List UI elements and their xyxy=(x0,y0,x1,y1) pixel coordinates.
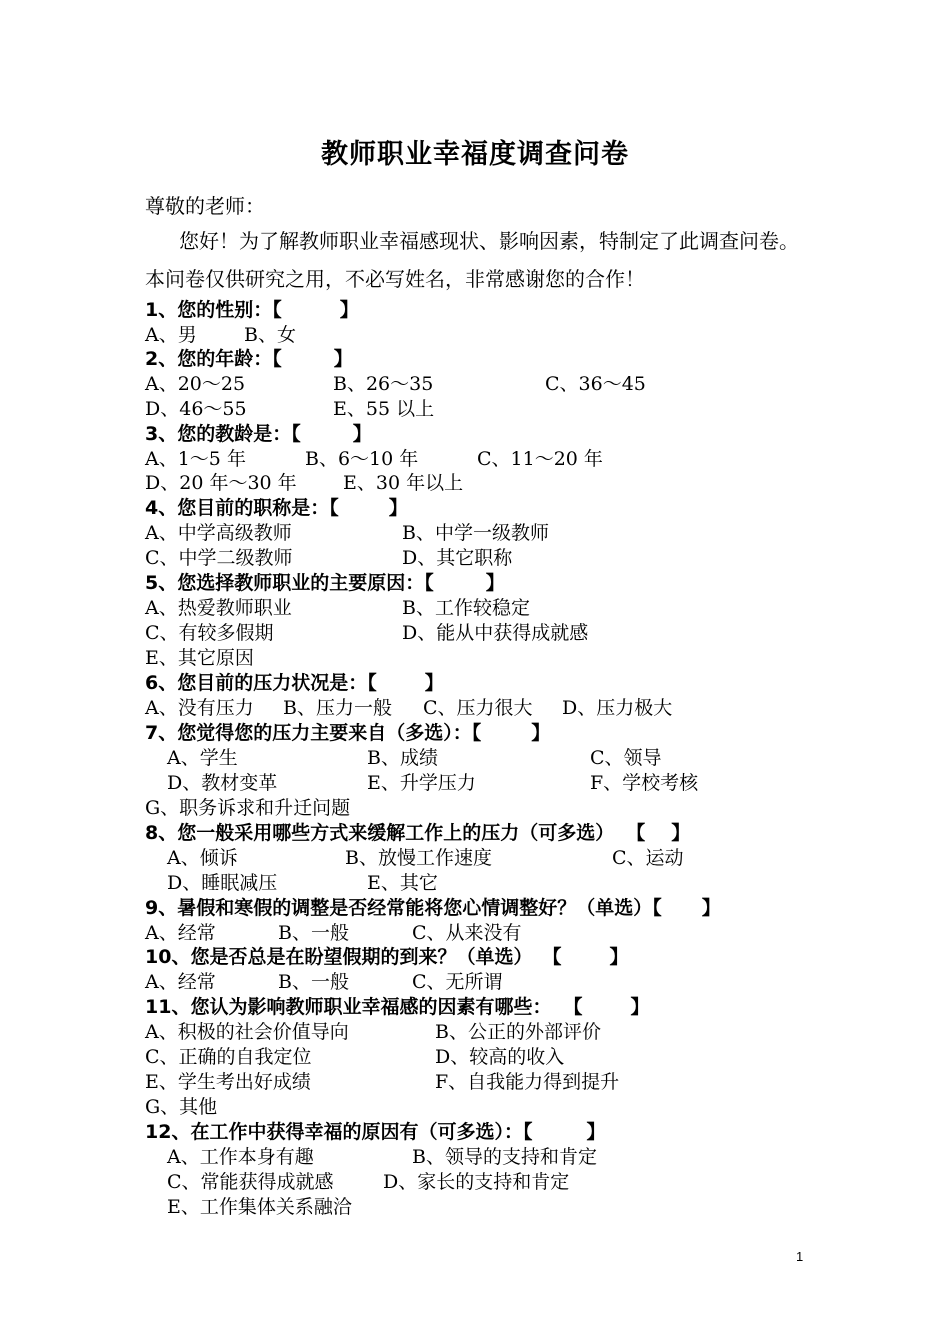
answer-bracket-close: 】 xyxy=(609,946,629,968)
option: C、从来没有 xyxy=(412,922,522,944)
answer-bracket-open: 【 xyxy=(652,897,662,919)
option: B、公正的外部评价 xyxy=(435,1021,601,1043)
question-5 xyxy=(145,571,505,596)
question-10 xyxy=(145,945,629,970)
option: C、无所谓 xyxy=(412,971,503,993)
answer-bracket-close: 】 xyxy=(586,1121,606,1143)
answer-bracket-open: 【 xyxy=(272,348,282,370)
question-text: 您目前的职称是： xyxy=(177,497,330,519)
page-number: 1 xyxy=(796,1249,804,1264)
option: E、其它原因 xyxy=(145,647,254,669)
question-number: 11、 xyxy=(145,996,191,1018)
answer-bracket-open: 【 xyxy=(626,822,646,844)
question-8 xyxy=(145,821,690,846)
option: G、其他 xyxy=(145,1096,218,1118)
question-number: 7、 xyxy=(145,722,178,744)
option: D、20 年～30 年 xyxy=(145,472,297,494)
option: A、没有压力 xyxy=(145,697,254,719)
option: E、55 以上 xyxy=(333,398,435,420)
answer-bracket-close: 】 xyxy=(531,722,551,744)
option: E、升学压力 xyxy=(367,772,476,794)
answer-bracket-open: 【 xyxy=(291,423,301,445)
option: F、自我能力得到提升 xyxy=(435,1071,620,1093)
option: D、较高的收入 xyxy=(435,1046,565,1068)
option: B、6～10 年 xyxy=(305,448,419,470)
option: A、积极的社会价值导向 xyxy=(145,1021,349,1043)
answer-bracket-open: 【 xyxy=(424,572,434,594)
question-text: 您一般采用哪些方式来缓解工作上的压力（可多选） xyxy=(177,822,615,844)
question-text: 在工作中获得幸福的原因有（可多选）： xyxy=(190,1121,523,1143)
option: C、36～45 xyxy=(545,373,646,395)
option: B、放慢工作速度 xyxy=(345,847,492,869)
question-number: 1、 xyxy=(145,299,178,321)
question-4 xyxy=(145,496,408,521)
option: C、11～20 年 xyxy=(477,448,603,470)
option: A、经常 xyxy=(145,971,216,993)
question-text: 您选择教师职业的主要原因： xyxy=(177,572,425,594)
option: D、家长的支持和肯定 xyxy=(383,1171,570,1193)
question-number: 3、 xyxy=(145,423,178,445)
answer-bracket-open: 【 xyxy=(471,722,482,744)
answer-bracket-close: 】 xyxy=(485,572,505,594)
answer-bracket-open: 【 xyxy=(272,299,282,321)
option: E、学生考出好成绩 xyxy=(145,1071,311,1093)
option: F、学校考核 xyxy=(590,772,699,794)
answer-bracket-open: 【 xyxy=(563,996,583,1018)
option: A、20～25 xyxy=(145,373,246,395)
option: D、46～55 xyxy=(145,398,247,420)
option: D、其它职称 xyxy=(402,547,513,569)
option: B、压力一般 xyxy=(283,697,392,719)
option: C、常能获得成就感 xyxy=(167,1171,334,1193)
option: B、一般 xyxy=(278,922,349,944)
question-9 xyxy=(145,896,721,921)
option: A、经常 xyxy=(145,922,216,944)
question-number: 9、 xyxy=(145,897,178,919)
answer-bracket-close: 】 xyxy=(352,423,372,445)
question-text: 您认为影响教师职业幸福感的因素有哪些： xyxy=(190,996,552,1018)
answer-bracket-close: 】 xyxy=(333,348,353,370)
option: C、运动 xyxy=(612,847,684,869)
option: B、26～35 xyxy=(333,373,434,395)
option: B、工作较稳定 xyxy=(402,597,530,619)
answer-bracket-open: 【 xyxy=(542,946,562,968)
intro-paragraph: 您好！为了解教师职业幸福感现状、影响因素，特制定了此调查问卷。本问卷仅供研究之用，不必写姓名，非常感谢您的合作！ xyxy=(145,229,799,291)
option: B、成绩 xyxy=(367,747,438,769)
question-text: 您觉得您的压力主要来自（多选）： xyxy=(177,722,472,744)
option: C、正确的自我定位 xyxy=(145,1046,312,1068)
question-3 xyxy=(145,422,372,447)
question-text: 您目前的压力状况是： xyxy=(177,672,368,694)
option: B、女 xyxy=(244,324,296,346)
option: A、倾诉 xyxy=(167,847,238,869)
question-number: 4、 xyxy=(145,497,178,519)
option: B、领导的支持和肯定 xyxy=(412,1146,597,1168)
option: D、教材变革 xyxy=(167,772,278,794)
answer-bracket-close: 】 xyxy=(339,299,359,321)
answer-bracket-close: 】 xyxy=(701,897,721,919)
question-text: 您的年龄： xyxy=(177,348,273,370)
question-12 xyxy=(145,1120,606,1145)
document-title: 教师职业幸福度调查问卷 xyxy=(321,139,629,170)
option: C、领导 xyxy=(590,747,662,769)
question-text: 暑假和寒假的调整是否经常能将您心情调整好？（单选） xyxy=(177,897,653,919)
option: B、一般 xyxy=(278,971,349,993)
option: B、中学一级教师 xyxy=(402,522,549,544)
question-6 xyxy=(145,671,444,696)
option: A、学生 xyxy=(167,747,238,769)
question-number: 12、 xyxy=(145,1121,191,1143)
question-7 xyxy=(145,721,550,746)
option: A、工作本身有趣 xyxy=(167,1146,314,1168)
option: G、职务诉求和升迁问题 xyxy=(145,797,351,819)
question-11 xyxy=(145,995,650,1020)
answer-bracket-open: 【 xyxy=(367,672,377,694)
option: A、男 xyxy=(145,324,197,346)
answer-bracket-open: 【 xyxy=(522,1121,533,1143)
option: D、压力极大 xyxy=(562,697,673,719)
answer-bracket-close: 】 xyxy=(388,497,408,519)
option: A、热爱教师职业 xyxy=(145,597,292,619)
option: C、有较多假期 xyxy=(145,622,274,644)
option: C、压力很大 xyxy=(423,697,533,719)
question-text: 您是否总是在盼望假期的到来？（单选） xyxy=(190,946,533,968)
option: E、30 年以上 xyxy=(343,472,464,494)
option: D、睡眠减压 xyxy=(167,872,278,894)
option: A、1～5 年 xyxy=(145,448,246,470)
answer-bracket-close: 】 xyxy=(424,672,444,694)
question-text: 您的教龄是： xyxy=(177,423,292,445)
question-number: 10、 xyxy=(145,946,191,968)
question-number: 2、 xyxy=(145,348,178,370)
option: E、其它 xyxy=(367,872,438,894)
greeting: 尊敬的老师： xyxy=(145,194,265,218)
question-2 xyxy=(145,347,353,372)
option: D、能从中获得成就感 xyxy=(402,622,589,644)
answer-bracket-close: 】 xyxy=(671,822,691,844)
question-number: 8、 xyxy=(145,822,178,844)
question-text: 您的性别： xyxy=(177,299,273,321)
option: E、工作集体关系融洽 xyxy=(167,1196,352,1218)
question-number: 6、 xyxy=(145,672,178,694)
question-number: 5、 xyxy=(145,572,178,594)
option: A、中学高级教师 xyxy=(145,522,292,544)
option: C、中学二级教师 xyxy=(145,547,293,569)
answer-bracket-close: 】 xyxy=(630,996,650,1018)
question-1 xyxy=(145,298,359,323)
answer-bracket-open: 【 xyxy=(329,497,339,519)
